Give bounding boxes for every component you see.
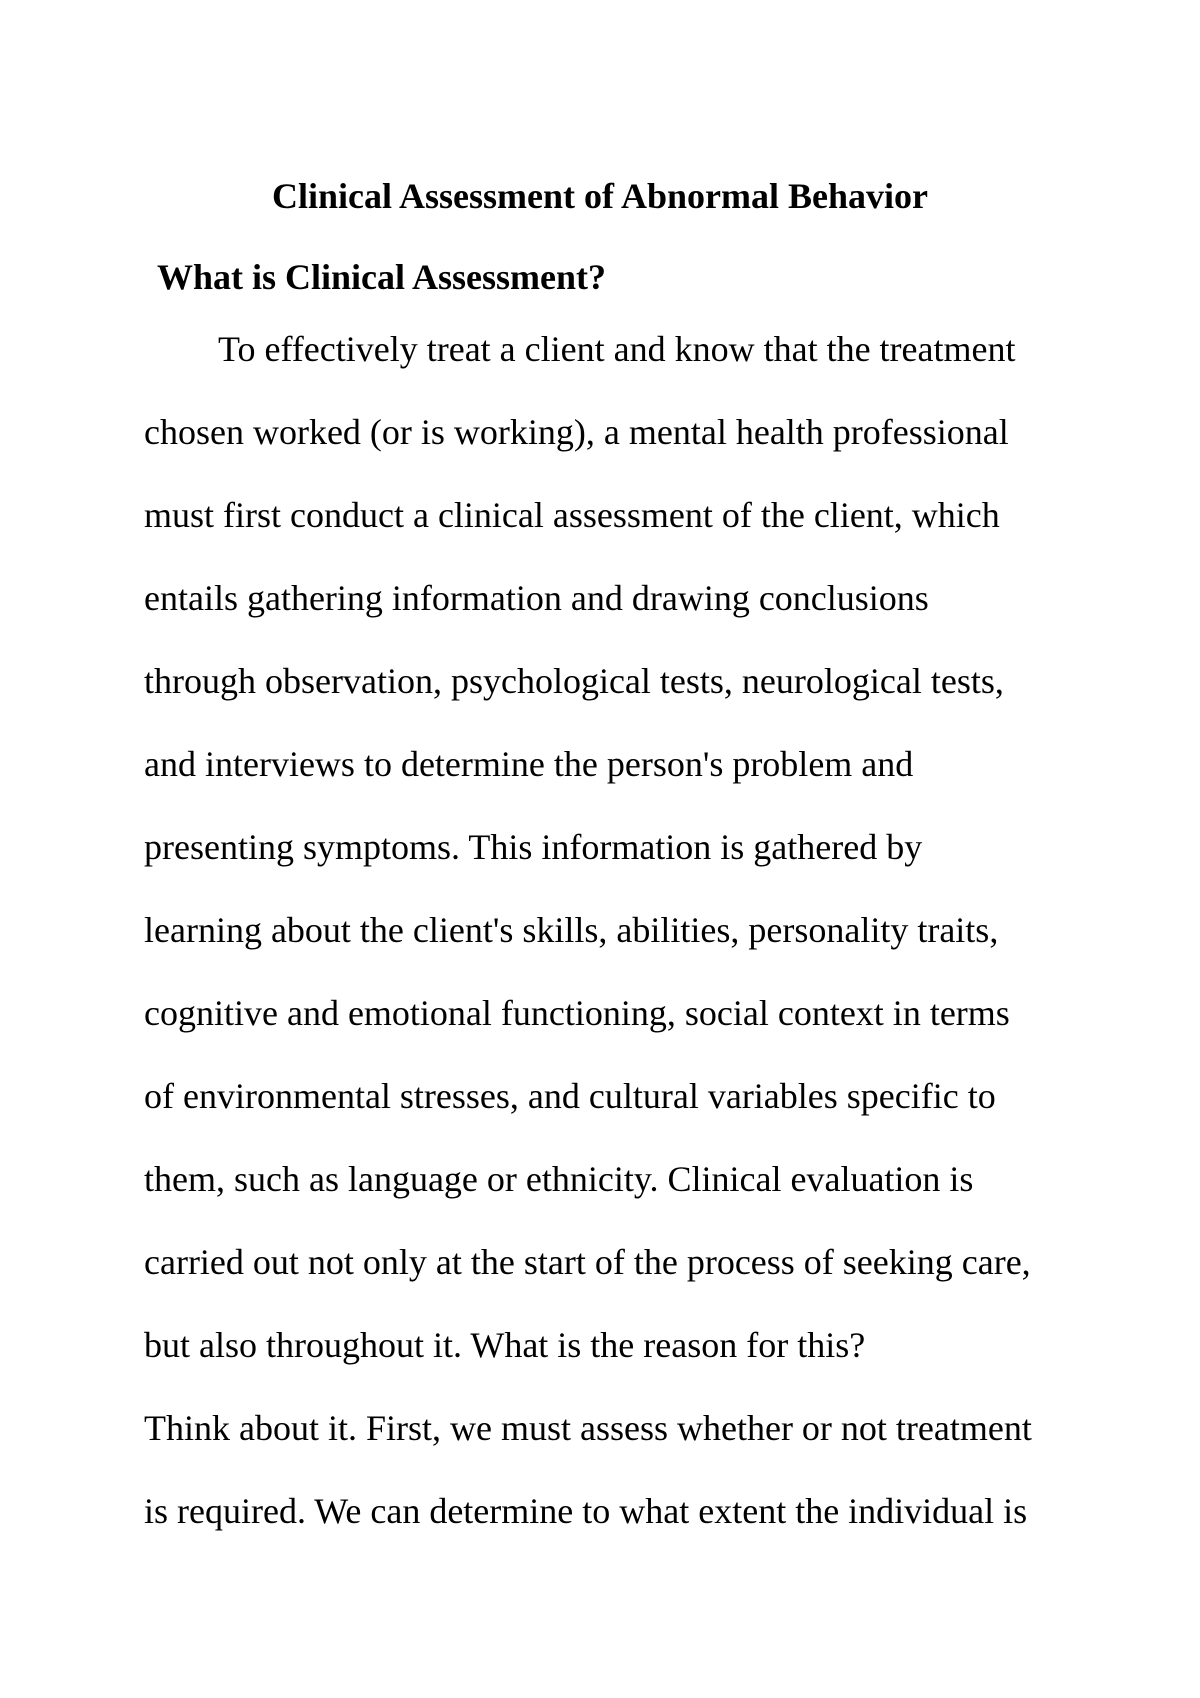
text-line: is required. We can determine to what extent the individual is <box>144 1491 1028 1531</box>
section-heading: What is Clinical Assessment? <box>157 257 607 297</box>
text-line: and interviews to determine the person's problem and <box>144 744 914 784</box>
text-line: chosen worked (or is working), a mental health professional <box>144 412 1009 452</box>
text-line: presenting symptoms. This information is gathered by <box>144 827 923 867</box>
document-title: Clinical Assessment of Abnormal Behavior <box>271 176 928 216</box>
text-line: entails gathering information and drawing conclusions <box>144 578 929 618</box>
text-line: Think about it. First, we must assess whether or not treatment <box>144 1408 1032 1448</box>
text-line: carried out not only at the start of the process of seeking care, <box>144 1242 1031 1282</box>
text-line: To effectively treat a client and know that the treatment <box>218 329 1016 369</box>
text-line: but also throughout it. What is the reason for this? <box>144 1325 866 1365</box>
text-line: through observation, psychological tests, neurological tests, <box>144 661 1004 701</box>
text-line: of environmental stresses, and cultural variables specific to <box>144 1076 996 1116</box>
text-line: learning about the client's skills, abilities, personality traits, <box>144 910 999 950</box>
text-line: must first conduct a clinical assessment of the client, which <box>144 495 1000 535</box>
text-line: them, such as language or ethnicity. Clinical evaluation is <box>144 1159 974 1199</box>
text-line: cognitive and emotional functioning, social context in terms <box>144 993 1010 1033</box>
